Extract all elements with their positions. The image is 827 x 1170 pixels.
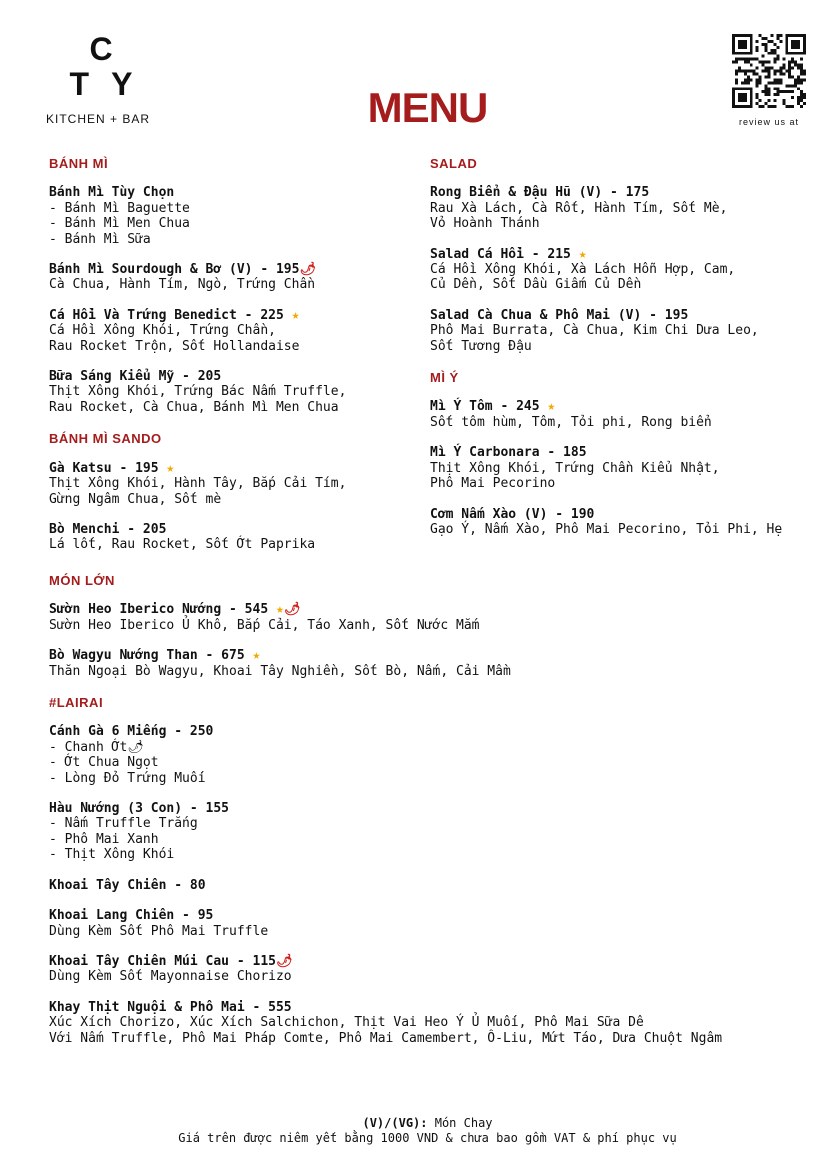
menu-item-description: Cá Hồi Xông Khói, Xà Lách Hỗn Hợp, Cam, Củ Dền, Sốt Dầu Giấm Củ Dền [430,262,736,293]
chili-icon: 🌶 [299,262,316,278]
menu-item-name: Cá Hồi Và Trứng Benedict - 225 [49,307,284,323]
menu-item-description: Thịt Xông Khói, Hành Tây, Bắp Cải Tím, Gừng Ngâm Chua, Sốt mè [49,476,347,507]
menu-item [49,262,429,293]
menu-item [430,247,825,293]
menu-item-description: Rau Xà Lách, Cà Rốt, Hành Tím, Sốt Mè, Vỏ Hoành Thánh [430,200,728,232]
menu-item-description: Dùng Kèm Sốt Phô Mai Truffle [49,923,269,939]
menu-item-description: Dùng Kèm Sốt Mayonnaise Chorizo [49,969,292,985]
menu-item-description: Thịt Xông Khói, Trứng Chần Kiểu Nhật, Phô Mai Pecorino [430,460,720,492]
menu-item-name: Khoai Tây Chiên Múi Cau - 115 [49,953,276,969]
menu-item-name: Salad Cá Hồi - 215 [430,246,571,262]
logo-ty: TY [69,66,155,102]
menu-item-name: Bánh Mì Sourdough & Bơ (V) - 195 [49,262,300,278]
menu-item [49,522,429,553]
menu-item-name: Khoai Lang Chiên - 95 [49,908,214,924]
menu-item [430,507,825,538]
menu-item-description: Xúc Xích Chorizo, Xúc Xích Salchichon, Thịt Vai Heo Ý Ủ Muối, Phô Mai Sữa Dê Với Nấm Truffle, Phô Mai Pháp Comte, Phô Mai Camembert, Ô-Liu, Mứt Táo, Dưa Chuột Ngâm [49,1015,723,1046]
menu-item-description: Lá lốt, Rau Rocket, Sốt Ớt Paprika [49,537,316,553]
menu-item [430,445,825,491]
veg-text: Món Chay [427,1116,493,1130]
star-icon: ★ [283,307,300,323]
menu-item-name: Bò Menchi - 205 [49,521,167,537]
menu-item [49,185,429,247]
section-title: SALAD [430,156,478,171]
menu-item [49,954,819,985]
menu-item-name: Khoai Tây Chiên - 80 [49,877,206,893]
star-icon: ★ [158,460,175,476]
menu-item-name: Hàu Nướng (3 Con) - 155 [49,801,230,817]
menu-item-name: Rong Biển & Đậu Hũ (V) - 175 [430,185,650,201]
section-banh-mi [49,156,429,415]
section-banh-mi-sando [49,431,429,552]
menu-item-name: Sườn Heo Iberico Nướng - 545 [49,602,269,618]
section-mon-lon [49,573,819,679]
menu-item [49,461,429,507]
section-salad [430,156,825,354]
menu-item-name: Bữa Sáng Kiểu Mỹ - 205 [49,369,222,385]
menu-item-description: Gạo Ý, Nấm Xào, Phô Mai Pecorino, Tỏi Phi, Hẹ [430,521,783,537]
menu-item-name: Salad Cà Chua & Phô Mai (V) - 195 [430,307,689,323]
menu-item-name: Cánh Gà 6 Miếng - 250 [49,724,214,740]
veg-label: (V)/(VG): [362,1116,428,1130]
menu-item-description: Sườn Heo Iberico Ủ Khô, Bắp Cải, Táo Xanh, Sốt Nước Mắm [49,617,480,633]
menu-item-description: Cá Hồi Xông Khói, Trứng Chần, Rau Rocket Trộn, Sốt Hollandaise [49,323,300,354]
left-column [49,156,429,569]
menu-item [430,399,825,430]
logo-c: C [89,31,113,67]
qr-code-icon[interactable] [732,34,806,108]
menu-item-name: Gà Katsu - 195 [49,460,159,476]
section-title: #LAIRAI [49,695,104,711]
menu-item-description: - Chanh Ớt⁠🌶 - Ớt Chua Ngọt - Lòng Đỏ Trứng Muối [49,739,206,786]
menu-item-description: Thịt Xông Khói, Trứng Bác Nấm Truffle, Rau Rocket, Cà Chua, Bánh Mì Men Chua [49,384,347,415]
price-note: Giá trên được niêm yết bằng 1000 VND & chưa bao gồm VAT & phí phục vụ [178,1131,677,1145]
menu-item-description: Sốt tôm hùm, Tôm, Tỏi phi, Rong biển [430,414,712,430]
menu-item-name: Mì Ý Carbonara - 185 [430,445,587,461]
full-column [49,573,819,1062]
menu-item-description: Cà Chua, Hành Tím, Ngò, Trứng Chần [49,277,316,293]
menu-item [49,308,429,354]
menu-item-description: - Bánh Mì Baguette - Bánh Mì Men Chua - Bánh Mì Sữa [49,200,190,247]
star-icon: ★ [244,648,261,664]
chili-icon: 🌶 [283,602,301,618]
footer [0,1116,827,1146]
section-title: MÌ Ý [430,370,459,386]
menu-item [49,724,819,786]
section-lairai [49,695,819,1046]
menu-item-description: Thăn Ngoại Bò Wagyu, Khoai Tây Nghiền, Sốt Bò, Nấm, Cải Mầm [49,663,511,679]
menu-item [49,602,819,633]
menu-item [430,185,825,231]
star-icon: ★ [268,602,284,618]
page-title: MENU [367,84,488,131]
menu-item [430,308,825,354]
section-mi-y [430,370,825,537]
menu-item [49,801,819,863]
menu-item-name: Bò Wagyu Nướng Than - 675 [49,648,245,664]
menu-item-name: Cơm Nấm Xào (V) - 190 [430,506,595,522]
menu-item [49,878,819,893]
section-title: MÓN LỚN [49,573,115,588]
star-icon: ★ [570,246,587,262]
section-title: BÁNH MÌ SANDO [49,431,162,447]
logo-subtitle: KITCHEN + BAR [46,112,151,126]
menu-item-name: Bánh Mì Tùy Chọn [49,185,175,201]
star-icon: ★ [539,399,556,415]
chili-icon: 🌶 [275,953,293,969]
menu-item-description: - Nấm Truffle Trắng - Phô Mai Xanh - Thịt Xông Khói [49,816,198,863]
menu-item-name: Khay Thịt Nguội & Phô Mai - 555 [49,999,292,1015]
menu-item [49,908,819,939]
menu-item [49,648,819,679]
menu-item [49,369,429,415]
menu-item-description: Phô Mai Burrata, Cà Chua, Kim Chi Dưa Leo, Sốt Tương Đậu [430,323,759,354]
menu-item-name: Mì Ý Tôm - 245 [430,399,540,415]
qr-label: review us at [738,117,800,127]
right-column [430,156,825,553]
section-title: BÁNH MÌ [49,156,109,171]
menu-item [49,1000,819,1046]
